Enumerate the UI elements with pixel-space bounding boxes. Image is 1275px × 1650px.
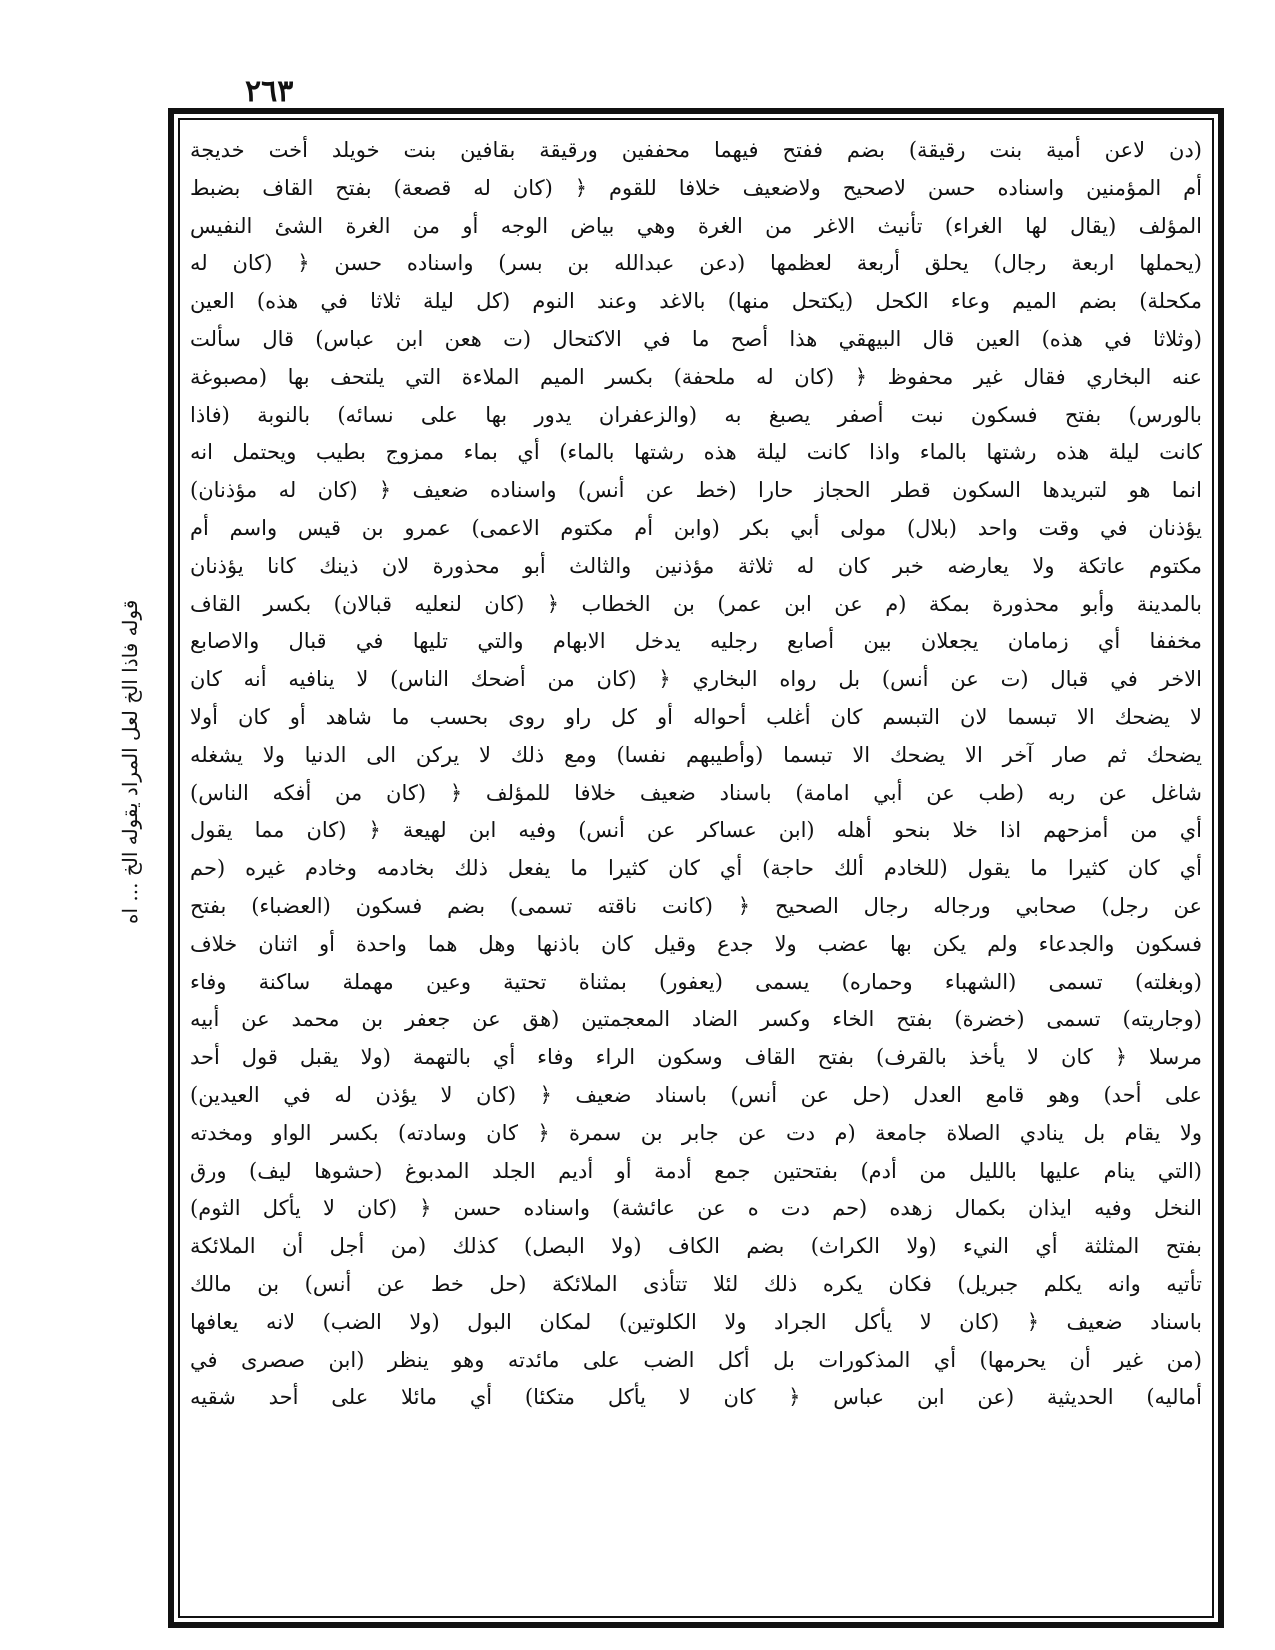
margin-note: قوله فاذا الخ لعل المراد يقوله الخ ... اه (118, 600, 142, 925)
text-line: عن رجل) صحابي ورجاله رجال الصحيح ﴿ (كانت ناقته تسمى) بضم فسكون (العضباء) بفتح (190, 893, 1202, 918)
text-line: (وثلاثا في هذه) العين قال البيهقي هذا أصح ما في الاكتحال (ت هعن ابن عباس) قال سألت (190, 326, 1202, 351)
text-line: أي كان كثيرا ما يقول (للخادم ألك حاجة) أي كان كثيرا ما يفعل ذلك بخادمه وخادم غيره (حم (190, 856, 1202, 881)
text-line: لا يضحك الا تبسما لان التبسم كان أغلب أحواله أو كل راو روى بحسب ما شاهد أو كان أولا (190, 704, 1202, 729)
text-line: على أحد) وهو قامع العدل (حل عن أنس) باسناد ضعيف ﴿ (كان لا يؤذن له في العيدين) (190, 1082, 1202, 1107)
text-line: باسناد ضعيف ﴿ (كان لا يأكل الجراد ولا الكلوتين) لمكان البول (ولا الضب) لانه يعافها (190, 1309, 1202, 1334)
text-line: بالمدينة وأبو محذورة بمكة (م عن ابن عمر) بن الخطاب ﴿ (كان لنعليه قبالان) بكسر القاف (190, 591, 1202, 616)
page-number: ٢٦٣ (245, 74, 294, 109)
text-line: انما هو لتبريدها السكون قطر الحجاز حارا (خط عن أنس) واسناده ضعيف ﴿ (كان له مؤذنان) (190, 478, 1202, 503)
text-line: ولا يقام بل ينادي الصلاة جامعة (م دت عن جابر بن سمرة ﴿ كان وسادته) بكسر الواو ومخدته (190, 1120, 1202, 1145)
text-line: مرسلا ﴿ كان لا يأخذ بالقرف) بفتح القاف وسكون الراء وفاء أي بالتهمة (ولا يقبل قول أحد (190, 1045, 1202, 1070)
text-line: مكتوم عاتكة ولا يعارضه خبر كان له ثلاثة مؤذنين والثالث أبو محذورة لان ذينك كانا يؤذنان (190, 553, 1202, 578)
text-line: أي من أمزحهم اذا خلا بنحو أهله (ابن عساكر عن أنس) وفيه ابن لهيعة ﴿ (كان مما يقول (190, 818, 1202, 843)
text-line: يؤذنان في وقت واحد (بلال) مولى أبي بكر (وابن أم مكتوم الاعمى) عمرو بن قيس واسم أم (190, 515, 1202, 540)
text-line: بالورس) بفتح فسكون نبت أصفر يصبغ به (والزعفران يدور بها على نسائه) بالنوبة (فاذا (190, 402, 1202, 427)
text-line: شاغل عن ربه (طب عن أبي امامة) باسناد ضعيف خلافا للمؤلف ﴿ (كان من أفكه الناس) (190, 780, 1202, 805)
text-line: النخل وفيه ايذان بكمال زهده (حم دت ه عن عائشة) واسناده حسن ﴿ (كان لا يأكل الثوم) (190, 1196, 1202, 1221)
text-line: عنه البخاري فقال غير محفوظ ﴿ (كان له ملحفة) بكسر الميم الملاءة التي يلتحف بها (مصبوغة (190, 364, 1202, 389)
text-line: يضحك ثم صار آخر الا يضحك الا تبسما (وأطيبهم نفسا) ومع ذلك لا يركن الى الدنيا ولا يشغله (190, 742, 1202, 767)
text-line: مكحلة) بضم الميم وعاء الكحل (يكتحل منها) بالاغد وعند النوم (كل ليلة ثلاثا في هذه) العين (190, 289, 1202, 314)
text-block (182, 126, 1210, 1614)
text-line: تأتيه وانه يكلم جبريل) فكان يكره ذلك لئلا تتأذى الملائكة (حل خط عن أنس) بن مالك (190, 1271, 1202, 1296)
text-line: (يحملها اربعة رجال) يحلق أربعة لعظمها (دعن عبدالله بن بسر) واسناده حسن ﴿ (كان له (190, 251, 1202, 276)
text-line: (التي ينام عليها بالليل من أدم) بفتحتين جمع أدمة أو أديم الجلد المدبوغ (حشوها ليف) ورق (190, 1158, 1202, 1183)
text-line: بفتح المثلثة أي النيء (ولا الكراث) بضم الكاف (ولا البصل) كذلك (من أجل أن الملائكة (190, 1234, 1202, 1259)
text-line: (وجاريته) تسمى (خضرة) بفتح الخاء وكسر الضاد المعجمتين (هق عن جعفر بن محمد عن أبيه (190, 1007, 1202, 1032)
text-line: كانت ليلة هذه رشتها بالماء واذا كانت ليلة هذه رشتها بالماء) أي بماء ممزوج بطيب ويحتمل انه (190, 440, 1202, 465)
text-line: (وبغلته) تسمى (الشهباء وحماره) يسمى (يعفور) بمثناة تحتية وعين مهملة ساكنة وفاء (190, 969, 1202, 994)
text-line: الاخر في قبال (ت عن أنس) بل رواه البخاري ﴿ (كان من أضحك الناس) لا ينافيه أنه كان (190, 667, 1202, 692)
text-line: مخففا أي زمامان يجعلان بين أصابع رجليه يدخل الابهام والتي تليها في قبال والاصابع (190, 629, 1202, 654)
text-line: (من غير أن يحرمها) أي المذكورات بل أكل الضب على مائدته وهو ينظر (ابن صصرى في (190, 1347, 1202, 1372)
text-line: المؤلف (يقال لها الغراء) تأنيث الاغر من الغرة وهي بياض الوجه أو من الغرة الشئ النفيس (190, 213, 1202, 238)
text-line: أماليه) الحديثية (عن ابن عباس ﴿ كان لا يأكل متكئا) أي مائلا على أحد شقيه (190, 1385, 1202, 1410)
text-line: فسكون والجدعاء ولم يكن بها عضب ولا جدع وقيل كان باذنها وهل هما واحدة أو اثنان خلاف (190, 931, 1202, 956)
text-line: (دن لاعن أمية بنت رقيقة) بضم ففتح فيهما محففين ورقيقة بقافين بنت خويلد أخت خديجة (190, 138, 1202, 162)
text-line: أم المؤمنين واسناده حسن لاصحيح ولاضعيف خلافا للقوم ﴿ (كان له قصعة) بفتح القاف بضبط (190, 175, 1202, 200)
